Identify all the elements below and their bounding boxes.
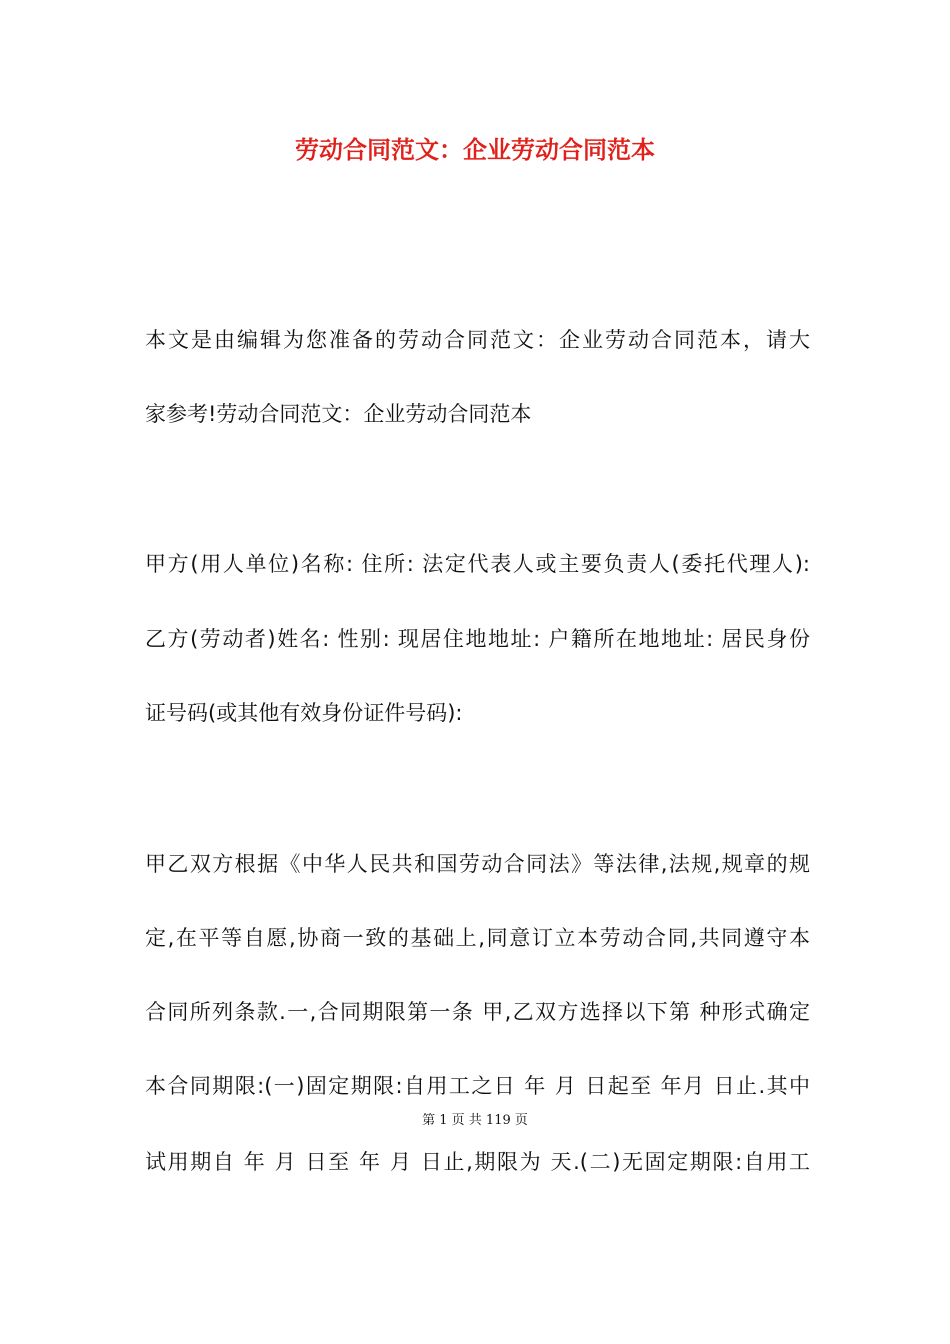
parties-line-1: 甲方(用人单位)名称: 住所: 法定代表人或主要负责人(委托代理人):: [145, 552, 810, 576]
parties-line-2: 乙方(劳动者)姓名: 性别: 现居住地地址: 户籍所在地地址: 居民身份: [145, 627, 810, 651]
intro-line-1: 本文是由编辑为您准备的劳动合同范文：企业劳动合同范本，请大: [145, 328, 810, 352]
body-line-3: 合同所列条款.一,合同期限第一条 甲,乙双方选择以下第 种形式确定: [145, 1000, 810, 1024]
body-line-1: 甲乙双方根据《中华人民共和国劳动合同法》等法律,法规,规章的规: [145, 852, 810, 876]
document-title: 劳动合同范文：企业劳动合同范本: [295, 136, 655, 164]
intro-line-2: 家参考!劳动合同范文：企业劳动合同范本: [145, 402, 532, 426]
parties-line-3: 证号码(或其他有效身份证件号码):: [145, 701, 463, 725]
page-number: 第 1 页 共 119 页: [422, 1113, 528, 1128]
body-line-4: 本合同期限:(一)固定期限:自用工之日 年 月 日起至 年月 日止.其中: [145, 1074, 810, 1098]
body-line-2: 定,在平等自愿,协商一致的基础上,同意订立本劳动合同,共同遵守本: [145, 926, 810, 950]
body-line-5: 试用期自 年 月 日至 年 月 日止,期限为 天.(二)无固定期限:自用工: [145, 1150, 810, 1174]
